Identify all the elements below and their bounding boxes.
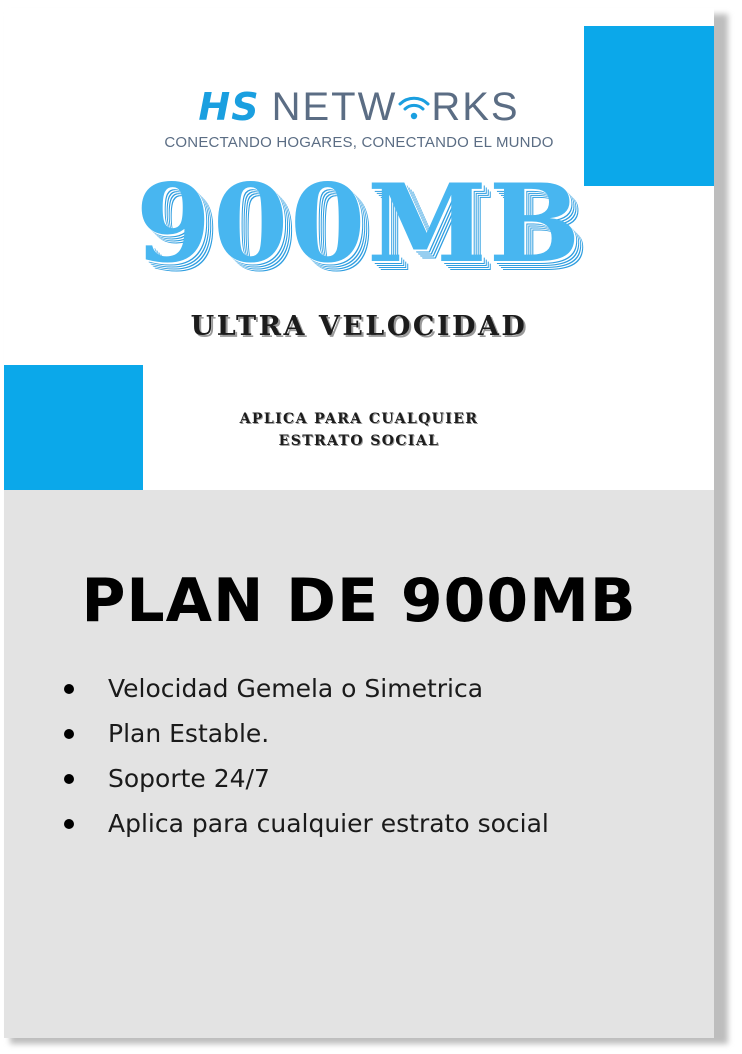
list-item [108,801,549,846]
bullet-icon [64,774,74,784]
wifi-icon [397,92,431,122]
eligibility-note-line1: APLICA PARA CUALQUIER [239,411,479,427]
list-item [108,666,549,711]
speed-subtitle: ULTRA VELOCIDAD [190,311,528,342]
feature-text: Aplica para cualquier estrato social [108,809,549,838]
logo-tagline: CONECTANDO HOGARES, CONECTANDO EL MUNDO [164,134,554,151]
bullet-icon [64,684,74,694]
bullet-icon [64,729,74,739]
logo-networks-right: RKS [431,85,520,129]
list-item [108,756,549,801]
plan-title: PLAN DE 900MB [81,566,637,636]
list-item [108,711,549,756]
flyer-page [4,8,714,1038]
feature-text: Plan Estable. [108,719,270,748]
feature-text: Soporte 24/7 [108,764,270,793]
logo-networks-left: NETW [271,85,398,129]
eligibility-note [4,408,714,452]
hs-networks-logo [4,84,714,151]
feature-text: Velocidad Gemela o Simetrica [108,674,484,703]
plan-details-panel [4,490,714,1038]
eligibility-note-line2: ESTRATO SOCIAL [278,433,440,449]
logo-hs-text: HS [198,85,260,129]
speed-headline: 900MB [135,161,583,287]
bullet-icon [64,819,74,829]
plan-features-list [108,666,549,846]
